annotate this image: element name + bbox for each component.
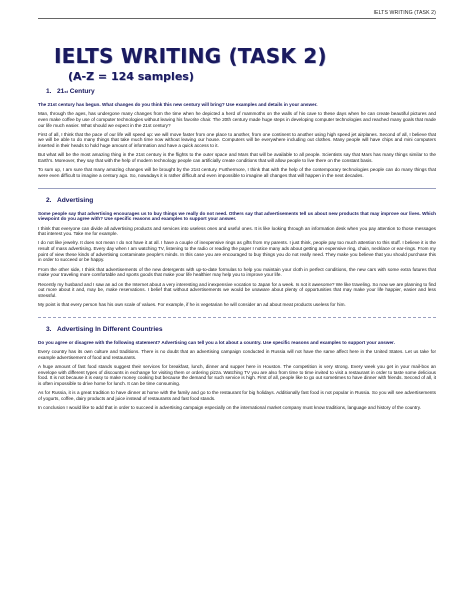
essay-paragraph: But what will be the most amazing thing in the 21st century is the flights to the outer space and Mars that will be available to all people. Scientists say that Mars has many things similar to the Earth's. Moreover, they say that with the help of modern technology people can artificially create conditions that will allow people to live there on the constant basis. xyxy=(38,152,436,164)
section-divider xyxy=(38,188,436,189)
essay-prompt: The 21st century has begun. What changes do you think this new century will bring? Use examples and details in your answer. xyxy=(38,102,318,107)
section-21st-century xyxy=(38,88,436,179)
page-subtitle: (A-Z = 124 samples) xyxy=(68,70,194,83)
essay-paragraph: Recently my husband and I saw an ad on the Internet about a very interesting and inexpensive vocation to Japan for a week. Is not it awesome? We like traveling. So now we are planning to find out more about it and, may be, make reservations. I belief that without advertisements we would be unaware about plenty of opportunities that may make your life happier, easier and less stressful. xyxy=(38,281,436,298)
section-advertising xyxy=(38,197,436,308)
document-body xyxy=(38,88,436,414)
essay-paragraph: In conclusion I would like to add that in order to succeed in advertising campaign especially on the international market company must know traditions, language and history of the country. xyxy=(38,405,421,411)
section-heading: 1. 21st Century xyxy=(46,88,95,95)
section-heading: 2. Advertising xyxy=(46,196,94,204)
essay-paragraph: First of all, I think that the pace of our life will speed up: we will move faster from one place to another, from one continent to another using high speed jet airplanes. Second of all, I believe that we will be able to do many things that take much time now without leaving our house. Computers will be everywhere including out clothes. Many people will have chips and mini computers inserted in their heads to hold huge amount of information and have a quick access to it. xyxy=(38,131,436,149)
essay-paragraph: As for Russia, it is a great tradition to have dinner at home with the family and go to the restaurant for big holidays. Additionally fast food is not popular in Russia. So you will see advertisements of yogurts, coffee, dairy products and juice instead of restaurants and fast food stands. xyxy=(38,390,436,401)
essay-paragraph: I think that everyone can divide all advertising products and services into useless ones and useful ones. It is like looking through an information desk when you pay attention to those messages that interest you. Take me for example. xyxy=(38,225,436,237)
essay-paragraph: A huge amount of fast food stands suggest their services for breakfast, lunch, dinner and supper here in Houston. The competition is very strong. Every week you get in your mail-box an envelope with different types of discounts in exchange for visiting them or ordering pizza. Watching TV you are also from time to time invited to visit a restaurant in order to taste some delicious food. It is not because it is easy to make money cooking but because the demand for such service is high. First of all, people like to go out sometimes to have dinner with friends. Second of all, it is often impossible to drive home for lunch. It can be time consuming. xyxy=(38,363,436,386)
header-rule xyxy=(38,18,436,19)
essay-paragraph: From the other side, I think that advertisements of the new detergents with up-to-date formulas to help you maintain your cloth in perfect conditions, the new cars with some extra futures that make your traveling more comfortable and sports goods that make your life healthier may help you to improve your life. xyxy=(38,266,436,278)
page-title: IELTS WRITING (TASK 2) xyxy=(54,44,327,68)
essay-paragraph: My point is that every person has his own scale of values. For example, if he is vegetarian he will consider an ad about meat products useless for him. xyxy=(38,302,346,308)
running-header: IELTS WRITING (TASK 2) xyxy=(373,10,436,16)
essay-prompt: Some people say that advertising encourages us to buy things we really do not need. Others say that advertisements tell us about new products that may improve our lives. Which viewpoint do you agree with? Use specific reasons and examples to support your answer. xyxy=(38,210,436,222)
essay-paragraph: Every country has its own culture and traditions. There is no doubt that an advertising campaign conducted in Russia will not have the same affect here in the United States. Let us take for example advertisement of food and restaurants. xyxy=(38,349,436,360)
section-advertising-different-countries xyxy=(38,326,436,411)
essay-prompt: Do you agree or disagree with the following statement? Advertising can tell you a lot about a country. Use specific reasons and examples to support your answer. xyxy=(38,339,395,345)
essay-paragraph: To sum up, I am sure that many amazing changes will be brought by the 21st century. Furthermore, I think that with the help of the contemporary technologies people can do many things that were even difficult to imagine a century ago. So, nowadays it is rather difficult and even impossible to imagine all changes that will happen in the next decades. xyxy=(38,167,436,178)
essay-paragraph: I do not like jewelry. It does not mean I do not have it at all. I have a couple of inexpensive rings as gifts from my parents. I just think, people pay too much attention to this stuff. I believe it is the result of mass advertising. Every day when I am watching TV, listening to the radio or reading the paper I notice many ads about getting an expensive ring, chain, necklace or ear-rings. From my point of view these kinds of advertising contaminate people's minds. In this case you are encouraged to buy things you do not really need. They make you believe that you should purchase this in order to succeed or be happy. xyxy=(38,240,436,263)
section-heading: 3. Advertising In Different Countries xyxy=(46,325,163,333)
essay-paragraph: Man, through the ages, has undergone many changes from the time when he depicted a herd of mammoths on the walls of his cave to these days when he can create beautiful pictures and even make coffee by use of computer technologies without leaving his favorite chair. The 20th century made huge steps in developing computer technologies and reached many goals that made our life much easier. What should we expect in the 21st century? xyxy=(38,111,436,128)
section-divider xyxy=(38,317,436,318)
